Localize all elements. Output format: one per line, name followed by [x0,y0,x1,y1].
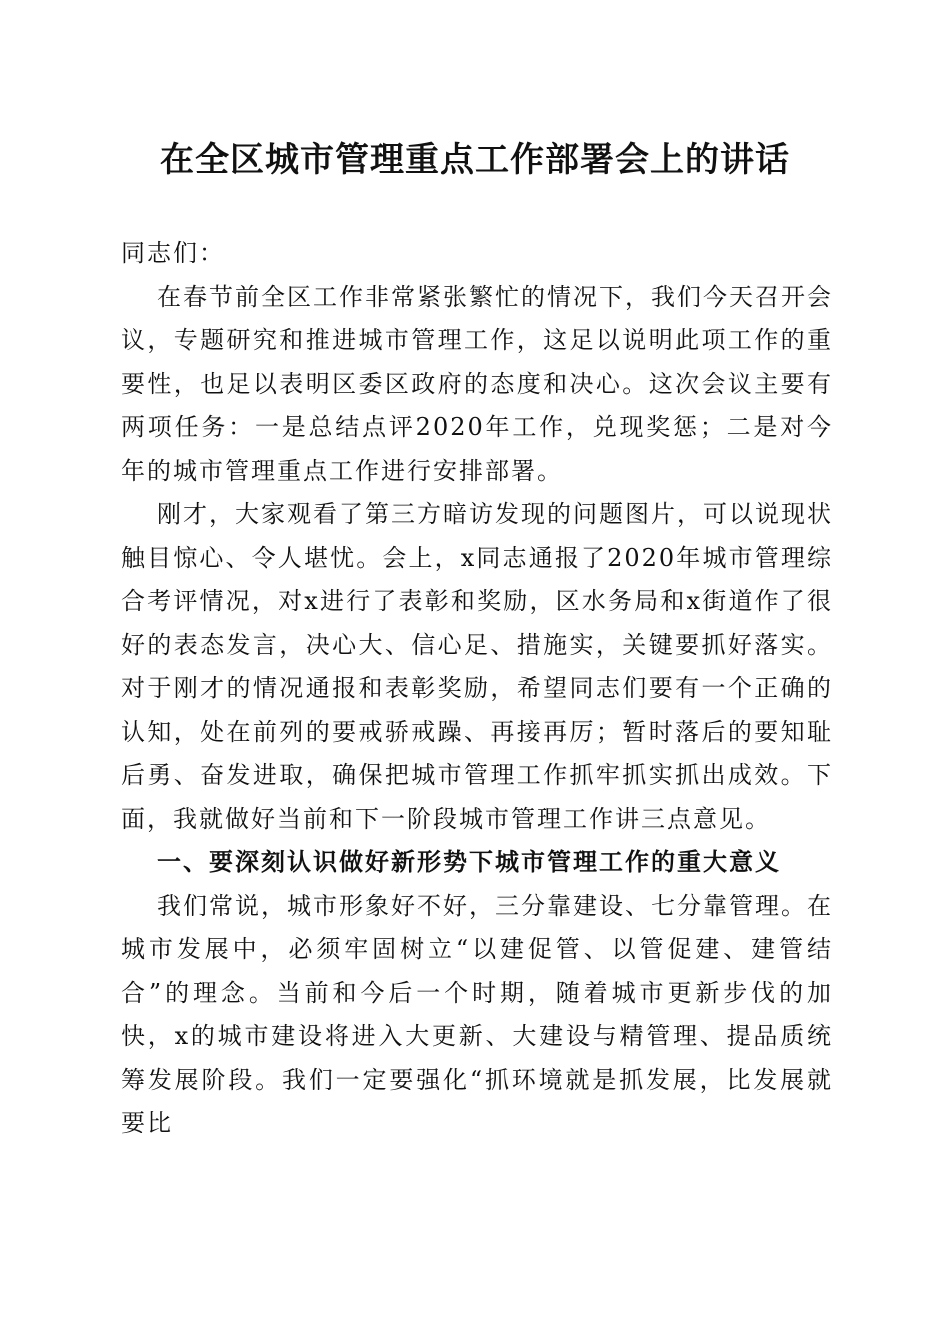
document-title: 在全区城市管理重点工作部署会上的讲话 [160,140,790,180]
salutation: 同志们： [121,239,225,267]
section-heading-1: 一、要深刻认识做好新形势下城市管理工作的重大意义 [157,848,781,876]
section-1-paragraph: 我们常说，城市形象好不好，三分靠建设、七分靠管理。在城市发展中，必须牢固树立“以建促管、以管促建、建管结合”的理念。当前和今后一个时期，随着城市更新步伐的加快，x的城市建设将进入大更新、大建设与精管理、提品质统筹发展阶段。我们一定要强化“抓环境就是抓发展，比发展就要比 [121,891,833,1137]
paragraph-2: 刚才，大家观看了第三方暗访发现的问题图片，可以说现状触目惊心、令人堪忧。会上，x同志通报了2020年城市管理综合考评情况，对x进行了表彰和奖励，区水务局和x街道作了很好的表态发言，决心大、信心足、措施实，关键要抓好落实。对于刚才的情况通报和表彰奖励，希望同志们要有一个正确的认知，处在前列的要戒骄戒躁、再接再厉；暂时落后的要知耻后勇、奋发进取，确保把城市管理工作抓牢抓实抓出成效。下面，我就做好当前和下一阶段城市管理工作讲三点意见。 [121,500,833,833]
document-body [121,232,833,1146]
paragraph-1: 在春节前全区工作非常紧张繁忙的情况下，我们今天召开会议，专题研究和推进城市管理工作，这足以说明此项工作的重要性，也足以表明区委区政府的态度和决心。这次会议主要有两项任务：一是总结点评2020年工作，兑现奖惩；二是对今年的城市管理重点工作进行安排部署。 [121,282,833,485]
